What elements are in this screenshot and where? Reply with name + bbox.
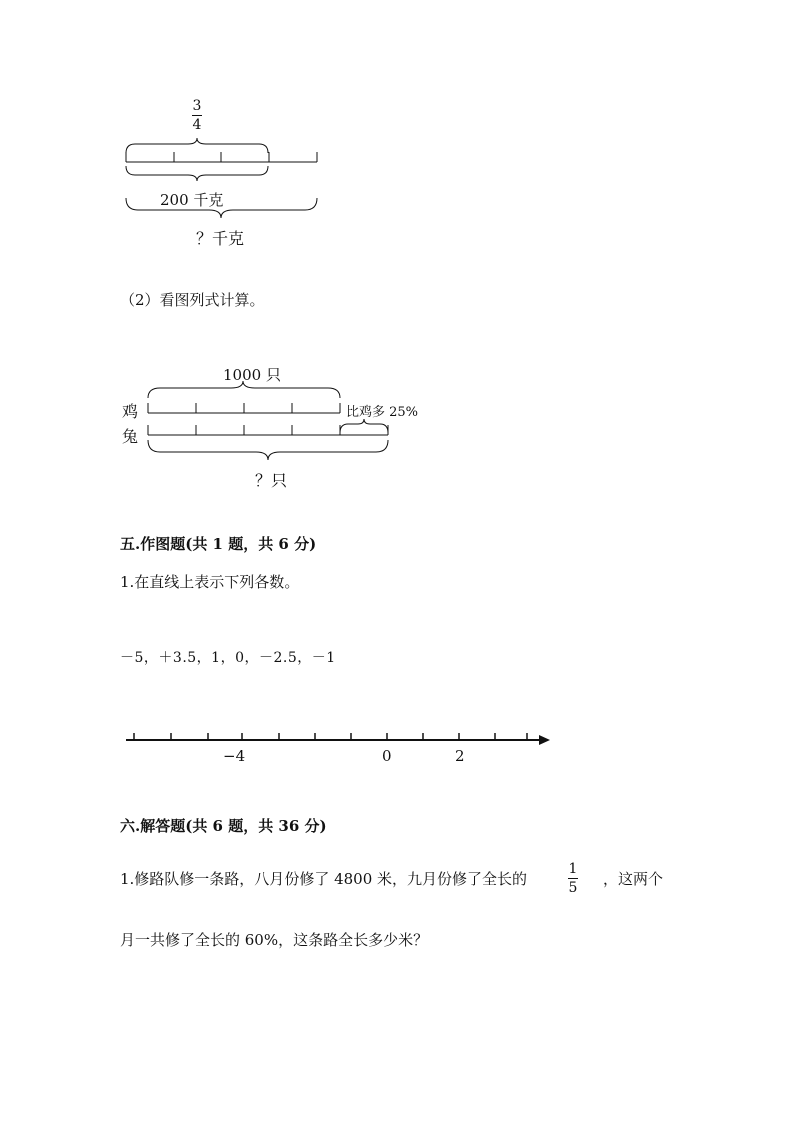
section-5-question-1: 1.在直线上表示下列各数。 — [120, 573, 300, 591]
diagram2-row1-label: 鸡 — [122, 402, 139, 421]
section-6-question-1-line2: 月一共修了全长的 60%，这条路全长多少米？ — [120, 931, 429, 949]
section-6-heading: 六.解答题(共 6 题，共 36 分) — [120, 817, 327, 835]
number-line-label-0: 0 — [382, 747, 392, 765]
fraction-bar — [568, 878, 578, 879]
question-2-label: （2）看图列式计算。 — [120, 291, 265, 309]
numbers-to-plot: －5，＋3.5，1，0，－2.5，－1 — [120, 650, 336, 666]
fraction-numerator: 3 — [192, 98, 202, 114]
diagram1-outer-label: ？千克 — [196, 229, 245, 248]
section-6-question-1-part2: ，这两个 — [603, 870, 664, 888]
diagram2-row2-label: 兔 — [122, 427, 139, 446]
section-6-question-1-fraction — [568, 861, 578, 896]
fraction-numerator: 1 — [568, 861, 578, 877]
diagram2-bottom-label: ？只 — [255, 471, 288, 490]
number-line-arrow — [539, 735, 550, 745]
section-6-question-1-part1: 1.修路队修一条路，八月份修了 4800 米，九月份修了全长的 — [120, 870, 528, 888]
number-line-ticks — [134, 733, 527, 740]
section-5-heading: 五.作图题(共 1 题，共 6 分) — [120, 535, 317, 553]
fraction-denominator: 4 — [192, 117, 202, 133]
diagram2-top-label: 1000 只 — [223, 366, 281, 384]
number-line-label-minus4: −4 — [223, 747, 246, 765]
fraction-denominator: 5 — [568, 880, 578, 896]
diagram2-extra-label: 比鸡多 25% — [346, 405, 419, 420]
number-line-label-2: 2 — [455, 747, 465, 765]
diagram1-inner-label: 200 千克 — [160, 191, 224, 209]
